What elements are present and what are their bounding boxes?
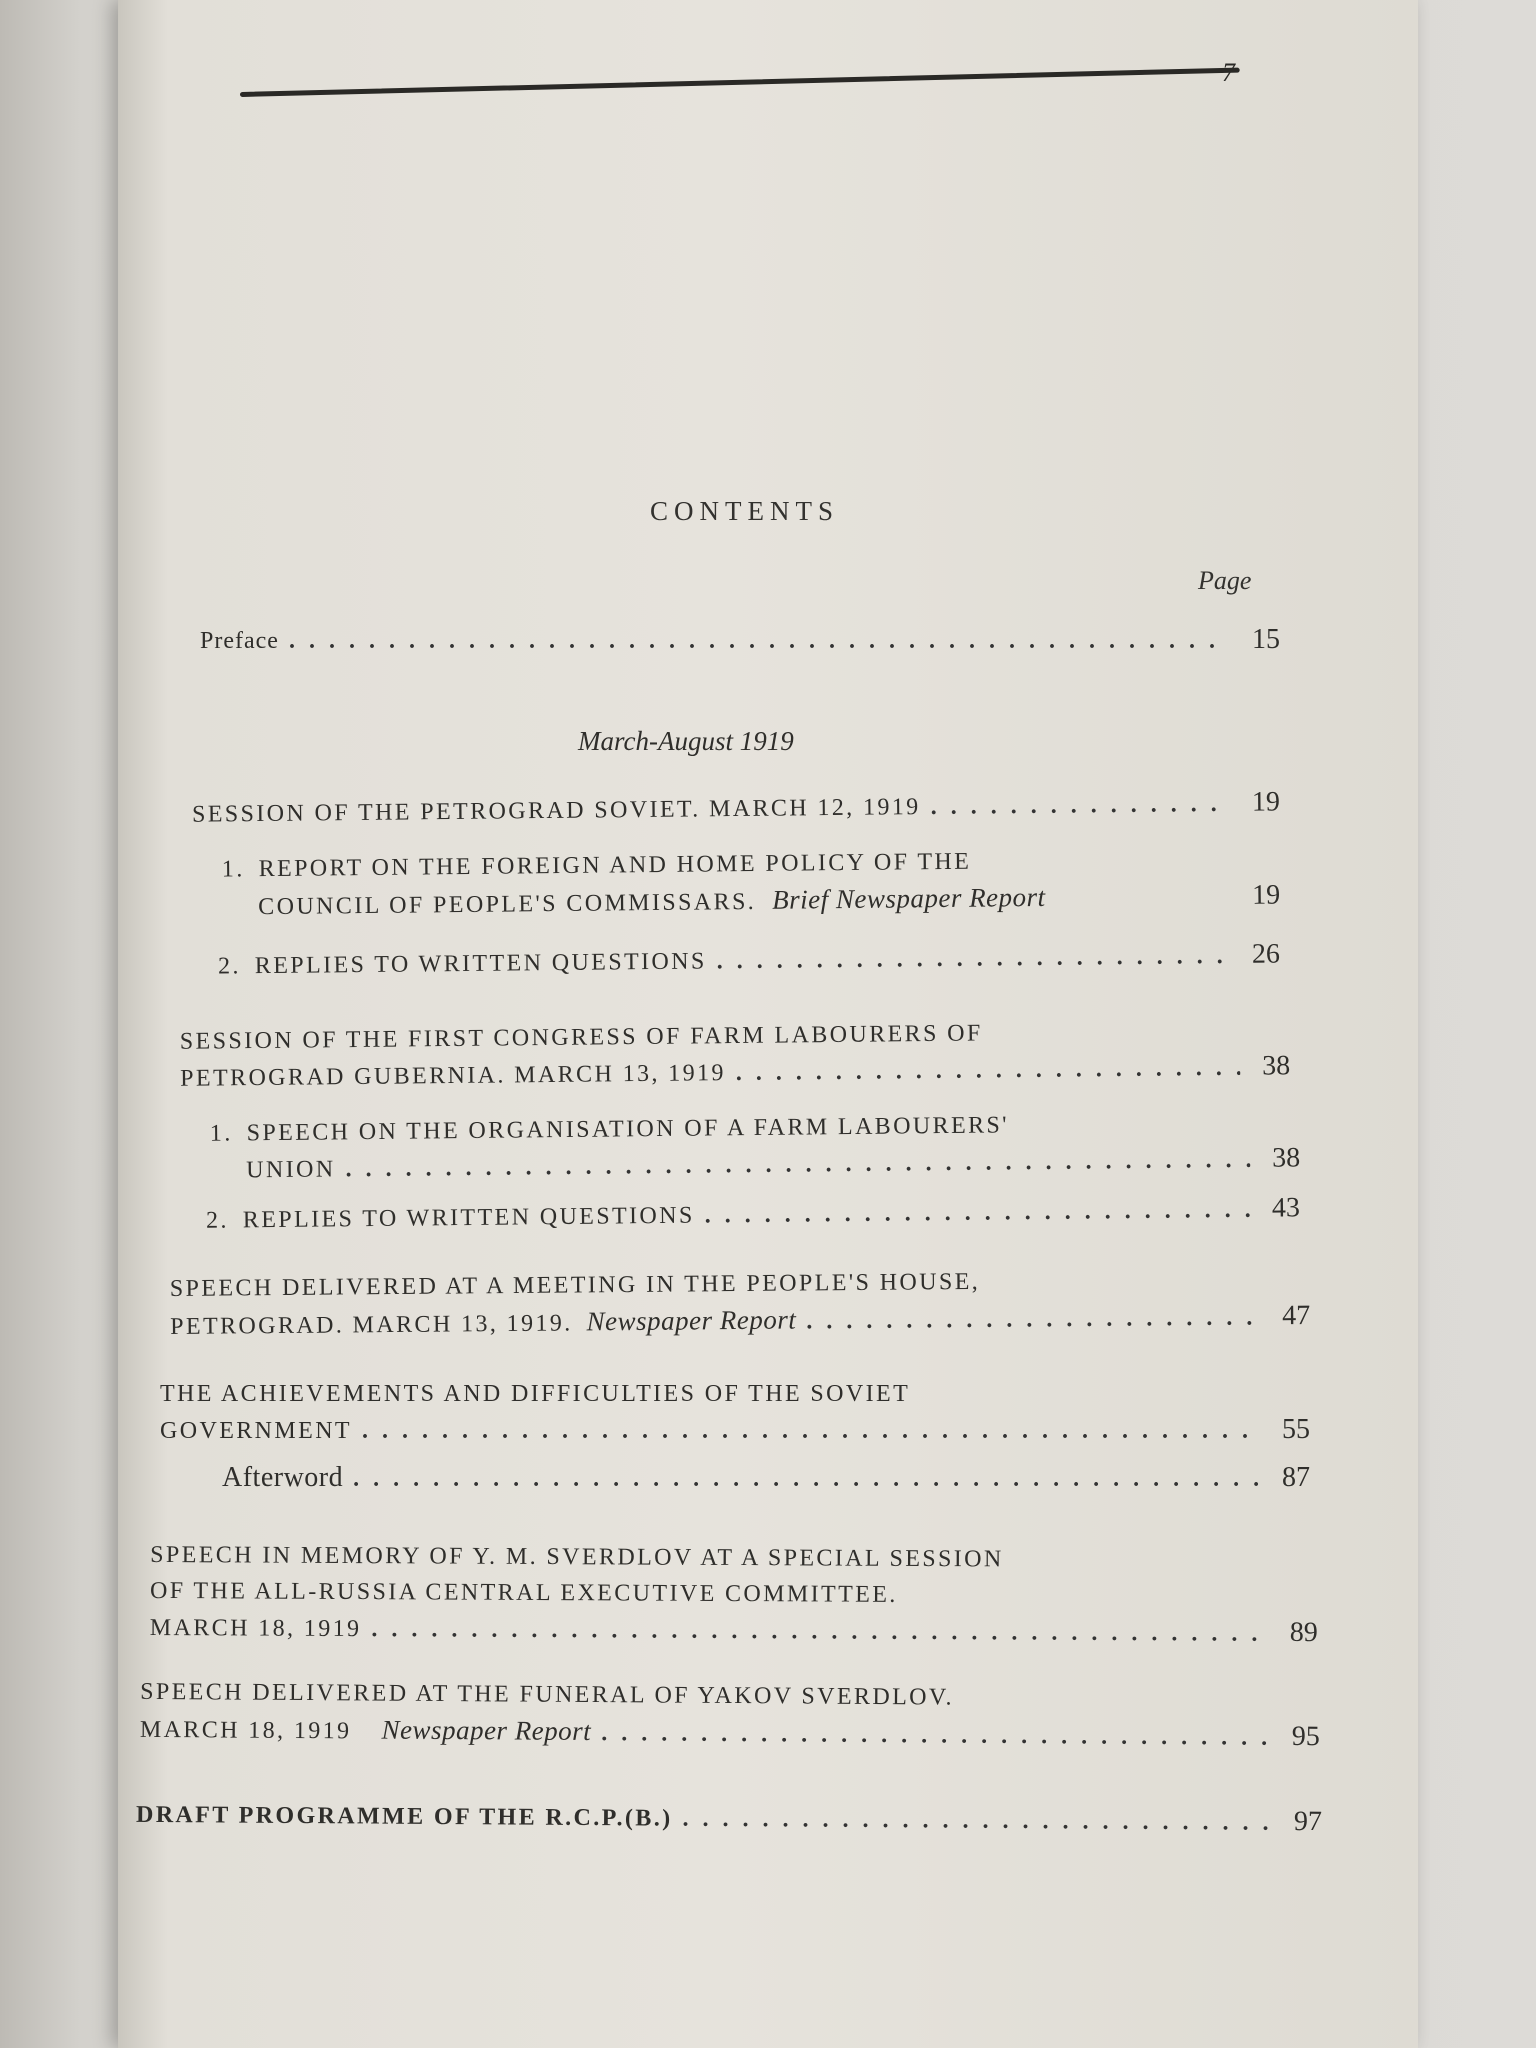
entry-title: GOVERNMENT — [160, 1418, 352, 1444]
toc-entry-preface[interactable] — [200, 622, 1280, 658]
entry-title: SPEECH IN MEMORY OF Y. M. SVERDLOV AT A SPECIAL SESSION — [150, 1541, 1004, 1573]
toc-entry[interactable] — [180, 1012, 1291, 1096]
dot-leader — [371, 1611, 1268, 1652]
dot-leader — [930, 786, 1230, 825]
entry-number: 1. — [221, 856, 245, 883]
page-number: 26 — [1251, 938, 1281, 970]
section-heading: March-August 1919 — [578, 726, 794, 756]
entry-title: MARCH 18, 1919 — [139, 1716, 352, 1745]
entry-note: Brief Newspaper Report — [771, 881, 1046, 915]
page-number: 87 — [1282, 1462, 1310, 1493]
page-folio — [1222, 58, 1235, 88]
entry-title: Afterword — [222, 1462, 344, 1493]
entry-title: REPORT ON THE FOREIGN AND HOME POLICY OF THE — [258, 848, 972, 883]
entry-title: Preface — [200, 628, 279, 654]
page-number: 38 — [1261, 1050, 1291, 1082]
entry-number: 2. — [217, 953, 241, 980]
dot-leader — [717, 938, 1231, 979]
entry-title: THE ACHIEVEMENTS AND DIFFICULTIES OF THE SOVIET — [160, 1381, 911, 1407]
entry-title: SESSION OF THE PETROGRAD SOVIET. MARCH 12, 1919 — [191, 794, 921, 828]
entry-title: SESSION OF THE FIRST CONGRESS OF FARM LABOURERS OF — [179, 1020, 983, 1055]
dot-leader — [705, 1192, 1251, 1234]
dot-leader — [601, 1715, 1270, 1756]
toc-entry-afterword[interactable] — [222, 1460, 1310, 1496]
dot-leader — [362, 1413, 1260, 1449]
entry-title: SPEECH ON THE ORGANISATION OF A FARM LABOURERS' — [246, 1112, 1010, 1147]
toc-entry[interactable] — [170, 1261, 1311, 1343]
page-column-label: Page — [1198, 566, 1252, 595]
entry-title: REPLIES TO WRITTEN QUESTIONS — [254, 948, 707, 980]
entry-title: PETROGRAD. MARCH 13, 1919. — [170, 1310, 573, 1340]
entry-title: MARCH 18, 1919 — [149, 1614, 362, 1643]
page-number: 55 — [1282, 1414, 1310, 1445]
page-number: 89 — [1289, 1616, 1318, 1649]
page-number: 97 — [1293, 1805, 1323, 1838]
page-number: 47 — [1282, 1300, 1311, 1332]
entry-title: COUNCIL OF PEOPLE'S COMMISSARS. — [258, 888, 757, 921]
entry-title: PETROGRAD GUBERNIA. MARCH 13, 1919 — [180, 1060, 726, 1092]
dot-leader — [806, 1299, 1260, 1339]
entry-title: UNION — [246, 1156, 336, 1184]
entry-title: DRAFT PROGRAMME OF THE R.C.P.(B.) — [135, 1801, 673, 1832]
entry-number: 1. — [209, 1120, 233, 1147]
entry-title: SPEECH DELIVERED AT A MEETING IN THE PEOPLE'S HOUSE, — [169, 1268, 981, 1302]
page-number: 19 — [1252, 879, 1281, 911]
dot-leader — [736, 1050, 1241, 1091]
entry-number: 2. — [205, 1207, 229, 1234]
toc-entry[interactable] — [222, 840, 1281, 923]
entry-title: OF THE ALL-RUSSIA CENTRAL EXECUTIVE COMMITTEE. — [149, 1577, 898, 1608]
dot-leader — [353, 1461, 1260, 1497]
toc-entry[interactable] — [210, 1104, 1301, 1187]
dot-leader — [289, 623, 1230, 659]
page-number: 15 — [1252, 624, 1280, 655]
toc-entry[interactable] — [150, 1537, 1319, 1651]
contents-title: CONTENTS — [650, 496, 839, 526]
toc-entry[interactable] — [160, 1376, 1310, 1448]
page-number: 43 — [1271, 1192, 1301, 1224]
entry-title: REPLIES TO WRITTEN QUESTIONS — [242, 1202, 695, 1234]
entry-note: Newspaper Report — [381, 1714, 592, 1747]
entry-title: SPEECH DELIVERED AT THE FUNERAL OF YAKOV SVERDLOV. — [140, 1678, 955, 1711]
page-number: 38 — [1271, 1142, 1301, 1174]
toc-entry[interactable] — [140, 1674, 1320, 1754]
page-number: 19 — [1251, 786, 1281, 818]
dot-leader — [682, 1801, 1272, 1841]
entry-note: Newspaper Report — [586, 1304, 797, 1337]
page-number: 95 — [1291, 1720, 1320, 1753]
toc-entry[interactable] — [136, 1796, 1322, 1840]
